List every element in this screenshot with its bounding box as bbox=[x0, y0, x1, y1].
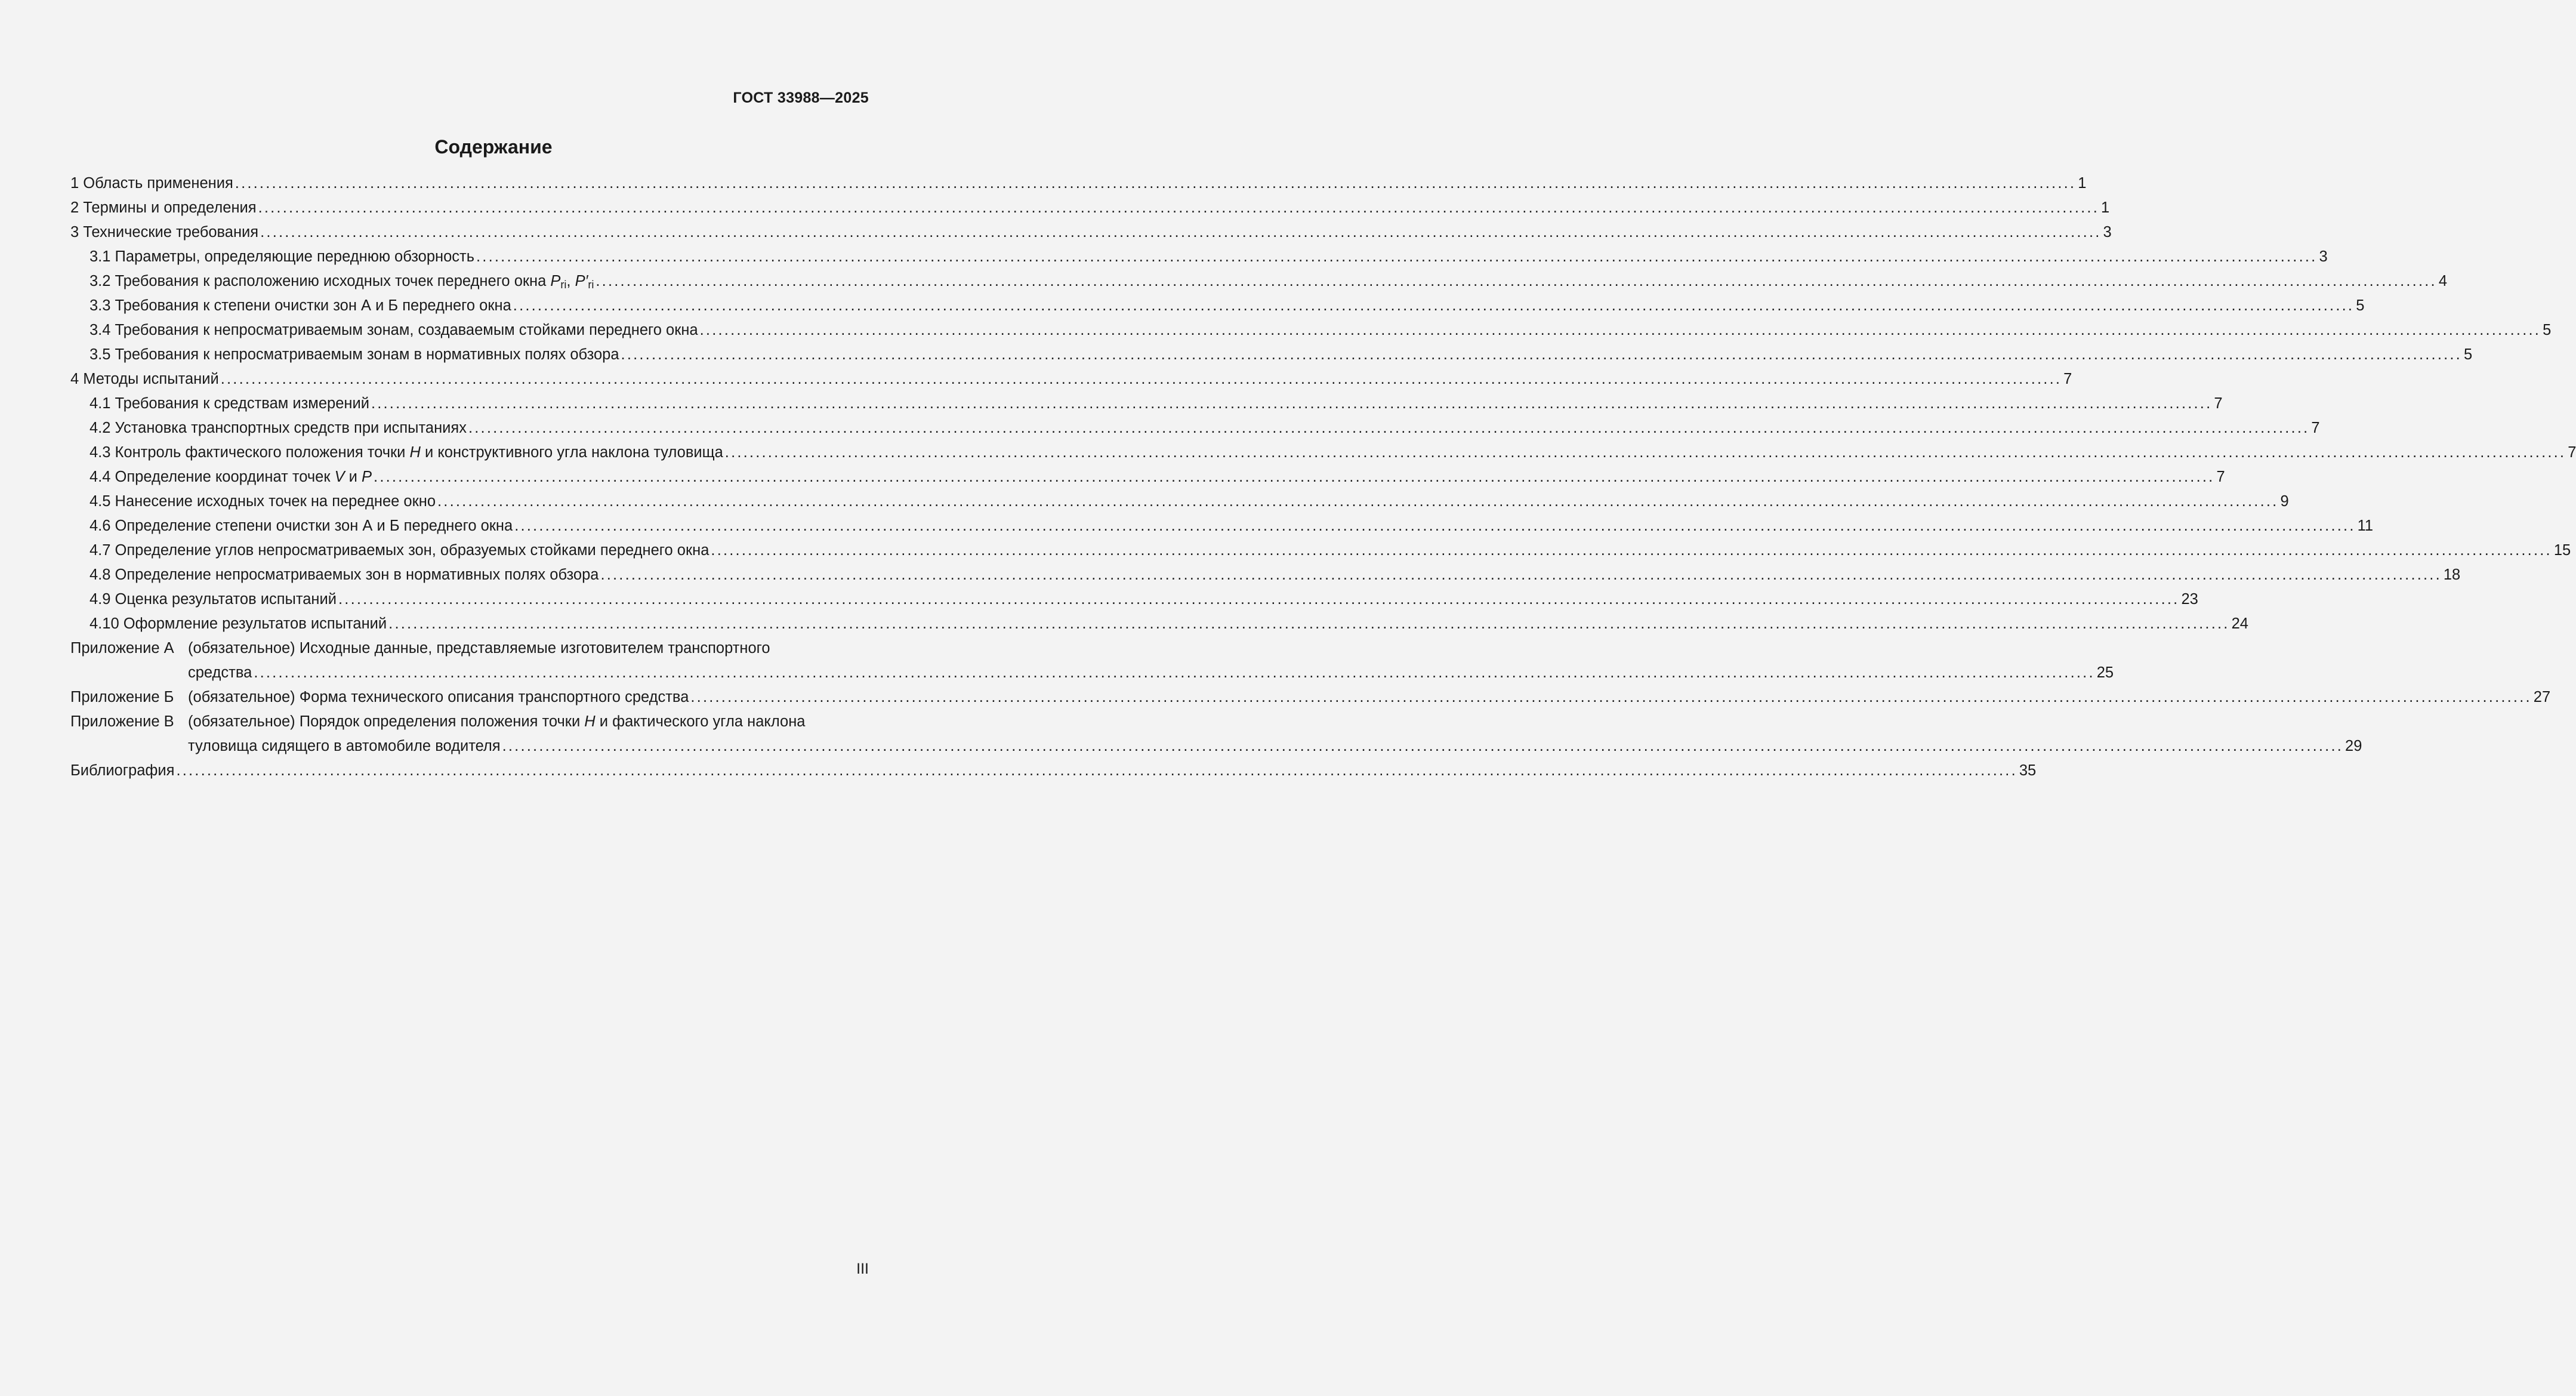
toc-entry-label: 4.9 Оценка результатов испытаний bbox=[90, 591, 337, 608]
toc-entry[interactable] bbox=[70, 416, 2320, 440]
toc-entry[interactable] bbox=[70, 563, 2461, 587]
toc-entry[interactable] bbox=[70, 245, 2328, 269]
toc-page-number: 7 bbox=[2311, 420, 2320, 436]
toc-entry-label: 4.2 Установка транспортных средств при испытаниях bbox=[90, 420, 467, 436]
appendix-title: (обязательное) Порядок определения положения точки H и фактического угла наклона bbox=[188, 713, 806, 730]
toc-entry-label: 3.1 Параметры, определяющие переднюю обзорность bbox=[90, 248, 475, 265]
toc-page-number: 11 bbox=[2357, 517, 2374, 534]
toc-page-number: 29 bbox=[2345, 738, 2362, 754]
dot-leader: ............................................................................................................................................................................................................................................................................................................ bbox=[468, 420, 2310, 436]
appendix-label: Приложение А bbox=[70, 640, 174, 657]
dot-leader: ............................................................................................................................................................................................................................................................................................................ bbox=[437, 493, 2279, 510]
toc-entry[interactable] bbox=[70, 318, 2552, 343]
appendix-title: (обязательное) Исходные данные, представляемые изготовителем транспортного bbox=[188, 640, 770, 657]
toc-entry[interactable] bbox=[70, 465, 2225, 489]
dot-leader: ............................................................................................................................................................................................................................................................................................................ bbox=[621, 346, 2462, 363]
appendix-title-cont: туловища сидящего в автомобиле водителя bbox=[188, 738, 501, 754]
appendix-title-text: (обязательное) Форма технического описания транспортного средства bbox=[188, 689, 689, 705]
toc-entry-label: 3 Технические требования bbox=[70, 224, 259, 241]
toc-entry-label: 4.6 Определение степени очистки зон А и Б переднего окна bbox=[90, 517, 513, 534]
toc-page-number: 5 bbox=[2543, 322, 2552, 338]
toc-page-number: 1 bbox=[2101, 199, 2110, 216]
dot-leader: ............................................................................................................................................................................................................................................................................................................ bbox=[711, 542, 2552, 559]
dot-leader: ............................................................................................................................................................................................................................................................................................................ bbox=[220, 371, 2062, 387]
toc-page-number: 7 bbox=[2063, 371, 2072, 387]
toc-bibliography[interactable] bbox=[70, 759, 2037, 783]
toc-page-number: 7 bbox=[2214, 395, 2223, 412]
toc-entry-label: 3.2 Требования к расположению исходных точек переднего окна $P_{ri}$, $P'_{ri}$ bbox=[90, 273, 594, 291]
toc-entry-label: 4.4 Определение координат точек V и P bbox=[90, 469, 372, 485]
toc-title: Содержание bbox=[434, 136, 553, 158]
dot-leader: ............................................................................................................................................................................................................................................................................................................ bbox=[476, 248, 2318, 265]
dot-leader: ............................................................................................................................................................................................................................................................................................................ bbox=[600, 566, 2442, 583]
toc-entry[interactable] bbox=[70, 269, 2447, 294]
toc-page-number: 24 bbox=[2231, 615, 2248, 632]
toc-page-number: 9 bbox=[2280, 493, 2289, 510]
toc-entry[interactable] bbox=[70, 612, 2248, 636]
toc-entry[interactable] bbox=[70, 587, 2198, 612]
toc-entry[interactable] bbox=[70, 514, 2374, 538]
toc-entry-label: 4.7 Определение углов непросматриваемых зон, образуемых стойками переднего окна bbox=[90, 542, 709, 559]
toc-page-number: 1 bbox=[2078, 175, 2087, 192]
table-of-contents bbox=[70, 171, 2576, 783]
dot-leader: ............................................................................................................................................................................................................................................................................................................ bbox=[260, 224, 2102, 241]
toc-entry-label: 3.3 Требования к степени очистки зон А и Б переднего окна bbox=[90, 297, 511, 314]
toc-page-number: 4 bbox=[2438, 273, 2447, 289]
dot-leader: ............................................................................................................................................................................................................................................................................................................ bbox=[176, 762, 2017, 779]
dot-leader: ............................................................................................................................................................................................................................................................................................................ bbox=[699, 322, 2541, 338]
page-number: III bbox=[856, 1261, 869, 1277]
appendix-title-cont: средства bbox=[188, 664, 252, 681]
dot-leader: ............................................................................................................................................................................................................................................................................................................ bbox=[596, 273, 2437, 289]
toc-entry[interactable] bbox=[70, 294, 2365, 318]
toc-page-number: 5 bbox=[2356, 297, 2365, 314]
toc-entry-label: 4.8 Определение непросматриваемых зон в нормативных полях обзора bbox=[90, 566, 599, 583]
toc-page-number: 7 bbox=[2216, 469, 2225, 485]
toc-page-number: 23 bbox=[2181, 591, 2198, 608]
appendix-label: Приложение В bbox=[70, 713, 174, 730]
appendix-title bbox=[70, 685, 689, 710]
dot-leader: ............................................................................................................................................................................................................................................................................................................ bbox=[374, 469, 2215, 485]
toc-entry[interactable] bbox=[70, 392, 2223, 416]
toc-page-number: 5 bbox=[2463, 346, 2473, 363]
dot-leader: ............................................................................................................................................................................................................................................................................................................ bbox=[514, 517, 2356, 534]
dot-leader: ............................................................................................................................................................................................................................................................................................................ bbox=[338, 591, 2180, 608]
dot-leader: ............................................................................................................................................................................................................................................................................................................ bbox=[502, 738, 2344, 754]
toc-entry-label: 3.5 Требования к непросматриваемым зонам в нормативных полях обзора bbox=[90, 346, 619, 363]
toc-page-number: 3 bbox=[2319, 248, 2328, 265]
toc-page-number: 25 bbox=[2096, 664, 2114, 681]
toc-page-number: 3 bbox=[2103, 224, 2112, 241]
dot-leader: ............................................................................................................................................................................................................................................................................................................ bbox=[235, 175, 2077, 192]
toc-entry-label: 4.10 Оформление результатов испытаний bbox=[90, 615, 387, 632]
toc-entry[interactable] bbox=[70, 196, 2110, 220]
toc-page-number: 18 bbox=[2443, 566, 2461, 583]
toc-entry-label: 2 Термины и определения bbox=[70, 199, 257, 216]
toc-appendix-a[interactable] bbox=[70, 636, 2114, 685]
toc-page-number: 7 bbox=[2568, 444, 2576, 461]
dot-leader: ............................................................................................................................................................................................................................................................................................................ bbox=[388, 615, 2230, 632]
toc-appendix-c[interactable] bbox=[70, 710, 2362, 759]
toc-entry[interactable] bbox=[70, 343, 2473, 367]
toc-entry-label: 4 Методы испытаний bbox=[70, 371, 219, 387]
dot-leader: ............................................................................................................................................................................................................................................................................................................ bbox=[258, 199, 2099, 216]
dot-leader: ............................................................................................................................................................................................................................................................................................................ bbox=[371, 395, 2213, 412]
document-code: ГОСТ 33988—2025 bbox=[733, 90, 869, 106]
toc-page-number: 15 bbox=[2553, 542, 2571, 559]
dot-leader: ............................................................................................................................................................................................................................................................................................................ bbox=[690, 689, 2532, 705]
appendix-label: Приложение Б bbox=[70, 689, 174, 705]
dot-leader: ............................................................................................................................................................................................................................................................................................................ bbox=[513, 297, 2355, 314]
toc-appendix-b[interactable] bbox=[70, 685, 2551, 710]
dot-leader: ............................................................................................................................................................................................................................................................................................................ bbox=[254, 664, 2095, 681]
toc-page-number: 35 bbox=[2019, 762, 2037, 779]
toc-entry[interactable] bbox=[70, 367, 2072, 392]
toc-entry-label: 3.4 Требования к непросматриваемым зонам, создаваемым стойками переднего окна bbox=[90, 322, 698, 338]
toc-entry[interactable] bbox=[70, 171, 2087, 196]
toc-entry[interactable] bbox=[70, 538, 2571, 563]
toc-entry-label: 4.1 Требования к средствам измерений bbox=[90, 395, 369, 412]
toc-entry[interactable] bbox=[70, 220, 2112, 245]
toc-entry-label: 1 Область применения bbox=[70, 175, 233, 192]
toc-entry-label: 4.5 Нанесение исходных точек на переднее окно bbox=[90, 493, 436, 510]
toc-entry[interactable] bbox=[70, 440, 2576, 465]
dot-leader: ............................................................................................................................................................................................................................................................................................................ bbox=[724, 444, 2566, 461]
toc-entry-label: 4.3 Контроль фактического положения точки H и конструктивного угла наклона туловища bbox=[90, 444, 723, 461]
toc-page-number: 27 bbox=[2533, 689, 2551, 705]
toc-entry-label: Библиография bbox=[70, 762, 175, 779]
toc-entry[interactable] bbox=[70, 489, 2289, 514]
